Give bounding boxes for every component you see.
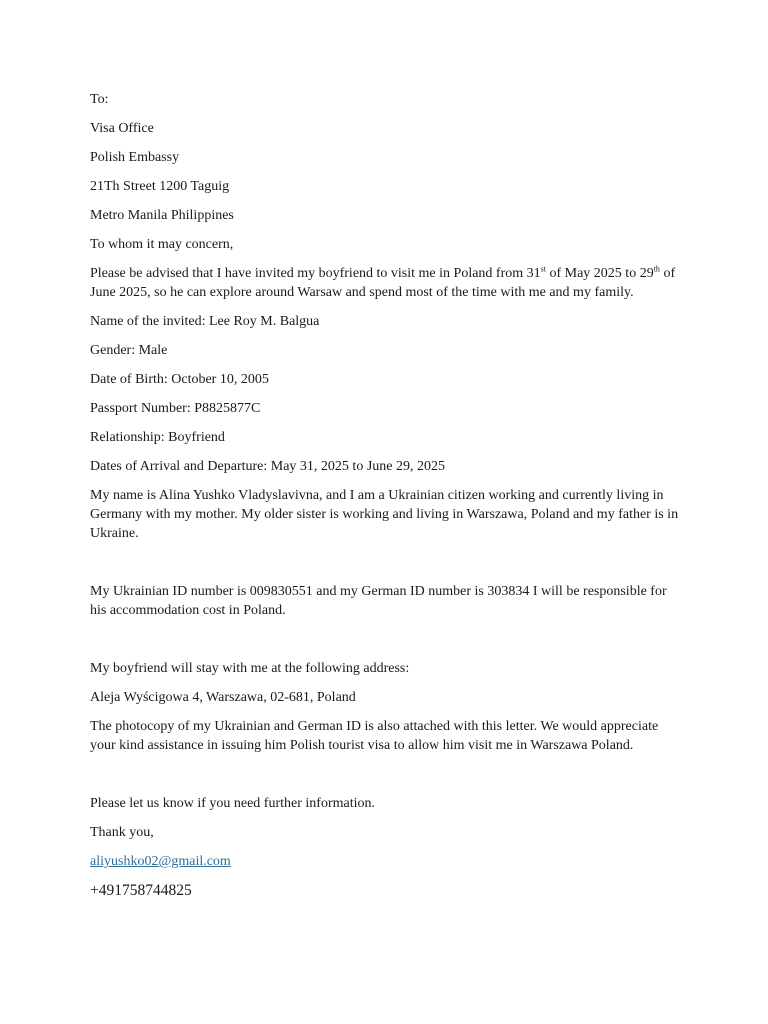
attachment-paragraph: The photocopy of my Ukrainian and German ID is also attached with this letter. We would appreciate your kind assistance in issuing him Polish tourist visa to allow him visit me in Warszawa Poland. (90, 719, 659, 753)
email-link[interactable]: aliyushko02@gmail.com (90, 854, 231, 869)
salutation: To whom it may concern, (90, 237, 234, 252)
about-me-paragraph: My name is Alina Yushko Vladyslavivna, and I am a Ukrainian citizen working and currently living in Germany with my mother. My older sister is working and living in Warszawa, Poland and my father is in Ukraine. (90, 488, 679, 541)
invitee-name: Name of the invited: Lee Roy M. Balgua (90, 314, 320, 329)
intro-text-1: Please be advised that I have invited my boyfriend to visit me in Poland from 31 (90, 266, 541, 281)
email-line (90, 852, 680, 871)
further-info: Please let us know if you need further information. (90, 796, 375, 811)
address-intro: My boyfriend will stay with me at the following address: (90, 661, 410, 676)
travel-dates: Dates of Arrival and Departure: May 31, 2025 to June 29, 2025 (90, 459, 445, 474)
closing: Thank you, (90, 825, 154, 840)
intro-superscript-2: th (653, 264, 660, 274)
intro-text-2: of May 2025 to 29 (545, 266, 654, 281)
invitee-passport: Passport Number: P8825877C (90, 401, 261, 416)
invitee-gender: Gender: Male (90, 343, 168, 358)
recipient-embassy: Polish Embassy (90, 150, 180, 165)
letter-page (90, 90, 680, 911)
recipient-street: 21Th Street 1200 Taguig (90, 179, 230, 194)
invitee-dob: Date of Birth: October 10, 2005 (90, 372, 269, 387)
recipient-city: Metro Manila Philippines (90, 208, 234, 223)
to-label: To: (90, 92, 109, 107)
id-numbers-paragraph: My Ukrainian ID number is 009830551 and my German ID number is 303834 I will be responsible for his accommodation cost in Poland. (90, 584, 667, 618)
stay-address: Aleja Wyścigowa 4, Warszawa, 02-681, Poland (90, 690, 356, 705)
phone-number: +491758744825 (90, 882, 192, 899)
invitee-relationship: Relationship: Boyfriend (90, 430, 225, 445)
recipient-office: Visa Office (90, 121, 154, 136)
intro-text-3: of June 2025, so he can explore around Warsaw and spend most of the time with me and my family. (90, 266, 676, 300)
intro-superscript-1: st (540, 264, 546, 274)
intro-paragraph (90, 264, 680, 302)
